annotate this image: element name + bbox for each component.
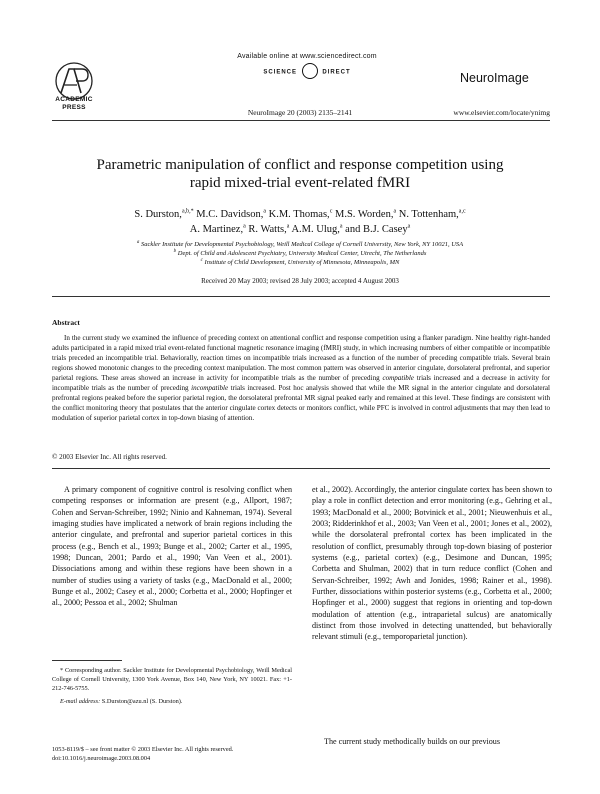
author: M.S. Worden,$^a$ [334,208,397,220]
sd-logo-left: SCIENCE [263,69,297,76]
author: K.M. Thomas,$^c$ [268,208,333,220]
journal-citation: NeuroImage 20 (2003) 2135–2141 [247,108,353,117]
author-line-1 [60,207,540,222]
sciencedirect-logo [232,64,382,80]
body-right-column-continuation: The current study methodically builds on our previous [324,737,501,746]
author-list [60,207,540,237]
affiliations [60,240,540,267]
author-line-2 [60,222,540,237]
title-line-2: rapid mixed-trial event-related fMRI [189,175,411,191]
author: A.M. Ulug,$^a$ [291,223,343,235]
online-availability-text[interactable]: Available online at www.sciencedirect.com [237,53,377,60]
issn-doi [52,745,292,763]
title-line-1: Parametric manipulation of conflict and response competition using [96,157,504,173]
author: R. Watts,$^a$ [248,223,290,235]
footnote-divider [52,660,122,661]
sd-at-icon [302,63,318,79]
issn-line: 1053-8119/$ – see front matter © 2003 Elsevier Inc. All rights reserved. [52,746,234,753]
affiliation: $^a$ Sackler Institute for Developmental Psychobiology, Weill Medical College of Cornell University, New York, NY 10021, USA [136,239,464,248]
header-divider [52,120,550,121]
doi-link[interactable]: doi:10.1016/j.neuroimage.2003.08.004 [52,755,151,762]
corresponding-author-footnote: * Corresponding author. Sackler Institute for Developmental Psychobiology, Weill Medical College of Cornell University, 1300 York Avenue, Box 140, New York, NY 10021. Fax: +1-212-746-5755. [52,667,292,692]
email-footnote: E-mail address: S.Durston@azu.nl (S. Durston). [60,698,183,705]
author: M.C. Davidson,$^a$ [196,208,266,220]
body-left-column: A primary component of cognitive control is resolving conflict when competing responses or information are present (e.g., Allport, 1987; Cohen and Servan-Schreiber, 1992; Ninio and Kahneman, 1974). Several imaging studies have implicated a network of brain regions including the anterior cingulate, and prefrontal and superior parietal cortices in this process (e.g., Bench et al., 1993; Bunge et al., 2002; Carter et al., 1995, 1998; Duncan, 2001; Pardo et al., 1990; Van Veen et al., 2001). Dissociations among and within these regions have been shown in a number of studies using a variety of tasks (e.g., MacDonald et al., 2000; Bunge et al., 2002; Casey et al., 2000; Corbetta et al., 2000; Hopfinger et al., 2000; Pessoa et al., 2002; Shulman [52,485,292,608]
author: and B.J. Casey$^a$ [345,223,411,235]
abstract-heading: Abstract [52,318,80,327]
abstract-text: In the current study we examined the influence of preceding context on attentional conflict and response competition using a flanker paradigm. Nine healthy right-handed adults participated in a rapid mixed trial event-related functional magnetic resonance imaging (fMRI) study, in which increasing numbers of either compatible or incompatible trials preceded an incompatible trial. Behaviorally, reaction times on incompatible trials increased as a function of the number of preceding compatible trials. Several brain regions showed monotonic changes to the preceding context manipulation. The most common pattern was observed in anterior cingulate, dorsolateral prefrontal, and superior parietal regions. These areas showed an increase in activity for incompatible trials as the number of preceding compatible trials increased and a decrease in activity for incompatible trials as the number of preceding incompatible trials increased. Post hoc analysis showed that while the MR signal in the anterior cingulate and dorsolateral prefrontal regions peaked before the superior parietal region, the dorsolateral prefrontal MR signal peaked early and remained at this level. These findings are consistent with the conflict monitoring theory that postulates that the anterior cingulate cortex detects or monitors conflict, while PFC is involved in control adjustments that may then lead to modulation of superior parietal cortex in top-down biasing of attention. [52,334,550,422]
author: A. Martinez,$^a$ [189,223,246,235]
affiliation: $^c$ Institute of Child Development, University of Minnesota, Minneapolis, MN [200,257,400,266]
title-divider [52,296,550,297]
publisher-name: ACADEMIC PRESS [55,96,93,111]
journal-name: NeuroImage [460,71,529,85]
author: N. Tottenham,$^{a,c}$ [398,208,466,220]
article-title [60,156,540,192]
author: S. Durston,$^{a,b,*}$ [134,208,194,220]
received-dates: Received 20 May 2003; revised 28 July 2003; accepted 4 August 2003 [201,277,399,285]
email-link[interactable]: S.Durston@azu.nl (S. Durston). [101,698,183,705]
body-right-column: et al., 2002). Accordingly, the anterior cingulate cortex has been shown to play a role in conflict detection and error monitoring (e.g., Gehring et al., 1993; MacDonald et al., 2000; Botvinick et al., 2001; Nieuwenhuis et al., 2003; Ridderinkhof et al., 2003; Van Veen et al., 2001; Jones et al., 2002), while the dorsolateral prefrontal cortex has been implicated in the resolution of conflict, presumably through top-down biasing of posterior systems (e.g., parietal cortex) (e.g., Desimone and Duncan, 1995; Corbetta and Shulman, 2002) that in turn reduce conflict (Cohen and Servan-Schreiber, 1992; Awh and Jonides, 1998; Rainer et al., 1998). Further, dissociations within posterior systems (e.g., Corbetta et al., 2000; Hopfinger et al., 2000) suggest that regions in orienting and top-down modulation of attention (e.g., intraparietal sulcus) are anatomically distinct from those involved in detecting unattended, but behaviorally relevant stimuli (e.g., temporoparietal junction). [312,485,552,642]
abstract-divider [52,468,550,469]
copyright-notice: © 2003 Elsevier Inc. All rights reserved. [52,453,167,461]
affiliation: $^b$ Dept. of Child and Adolescent Psychiatry, University Medical Center, Utrecht, The Netherlands [173,248,427,257]
sd-logo-right: DIRECT [322,69,351,76]
journal-url[interactable]: www.elsevier.com/locate/ynimg [453,108,550,117]
